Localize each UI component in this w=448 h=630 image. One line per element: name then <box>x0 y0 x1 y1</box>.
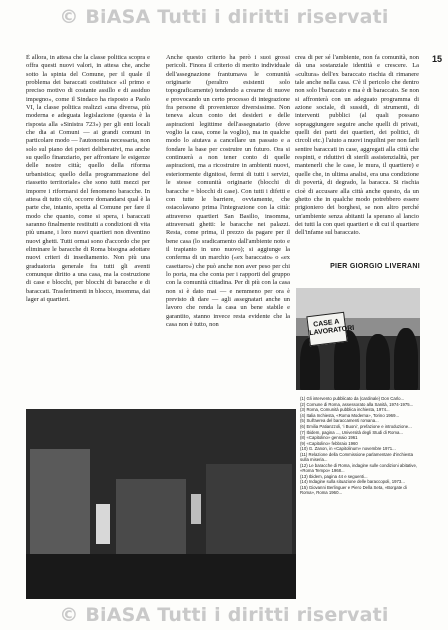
watermark-top: © BiASA Tutti i diritti riservati <box>59 6 389 28</box>
footnote: (5) Sull'aerea del baraccamenti romana... <box>300 418 379 424</box>
footnote: (4) Italia Inchiesta, «Roma Moderna», Torino 1969... <box>300 412 400 418</box>
photo-wall <box>30 449 90 559</box>
photo-light <box>191 494 201 524</box>
column-1-text: È allora, in attesa che la classe politica scopra e offra questi nuovi valori, in attesa che, anche sotto la spinta del Comune, per il quale il problema dei baraccati costituisce «il primo e preciso motivo di costante assillo e di assiduo impegno», come il Sindaco ha risposto a Paolo VI, la classe politica realizzi «una diversa, più moderna e adeguata legislazione (questa è la risposta alla «Sinistra 723») per gli enti locali che dia ai Comuni — ai grandi comuni in particolare modo — l'autonomia necessaria, non solo sul piano dei poteri deliberativi, ma anche su quello finanziario, per affrontare le esigenze delle nostre città; quello della riforma urbanistica; quello della programmazione del riassetto territoriale» che sono tutti mezzi per imporre i riformarsi del fenomeno baracche. In attesa di tutto ciò, occorre domandarsi qual è la parte che, intanto, spetta al Comune per fare il modo che quanto, come si spera, i baraccati saranno finalmente restituiti a condizioni di vita più umane, i loro nuovi quartieri non diventino nuovi ghetti. Tutti ormai sono d'accordo che per eliminare le baracche di Roma bisogna adottare nuovi criteri di insediamento. Non più una graduatoria generale fra tutti gli aventi comunque diritto a una casa, ma la costruzione di case e blocchi, per blocchi di baracche e di baraccati. Trasferimenti in blocco, insomma, dai lager ai quartieri. <box>26 54 150 303</box>
photo-person <box>394 328 418 390</box>
footnote: (15) Giovanni Berlinguer e Piero Della Seta, «Borgate di Roma», Roma 1960... <box>300 484 407 496</box>
footnote: (10) G. Zanon, in «Capitolinum» novembre 1971... <box>300 446 396 452</box>
footnote: (9) «Capitolino» febbraio 1960 <box>300 440 358 446</box>
footnote: (6) Emilia Patianzzoli, ‘i Buoni’, prefazione e introduzione... <box>300 423 412 429</box>
protest-sign: CASE A LAVORATORI <box>306 312 347 346</box>
photo-sky <box>296 288 420 318</box>
footnote: (12) Le baracche di Roma, indagine sulle condizioni abitative, «Roma Tempo» 1968... <box>300 462 418 474</box>
photo-wall <box>116 479 186 559</box>
column-3-text: crea di per sé l'ambiente, non fa comunità, non dà una sostanziale identità e crescere. La «cultura» dell'ex baraccato rischia di rimanere tale anche nella casa. C'è il pericolo che dentro non solo l'baraccato e ma è di baraccato. Se non si affronterà con un adeguato programma di azione sociale, di sussidi, di strumenti, di interventi pubblici (al quali possano sopraggiungere seguire anche quelli di privati, quelli dei parti dei quartieri, dei politici, di circoli etc.) l'aiuto a nuovi inquilini per non farli sentire baraccati in case, aggregati alla città che respinti, e riduttivi di sterili assistenzialità, per mantenerli che le case, le mura, il quartiere) e quelle che, in ultima analisi, era una condizione di povertà, di degrado, la baracca. Si rischia cioè di accusare alla città anche questo, da un ghetto che in qualche modo potrebbero essere prigioniero dei borghesi, se non altro perché un'ambiente senza abitanti la sperano al lancio dei tutti la con quei quartieri e di cui il quartiere dell'infame sul baraccato. <box>295 54 419 237</box>
footnote: (7) Ibidem, pagina ..., Università degli Studi di Roma... <box>300 429 403 435</box>
watermark-bottom: © BiASA Tutti i diritti riservati <box>59 604 389 626</box>
footnote: (11) Relazione della Commissione parlamentare d'inchiesta sulla miseria... <box>300 451 413 463</box>
text-column-2 <box>166 54 290 409</box>
footnote: (3) Roma, Comunità pubblica inchiesta, 1974... <box>300 407 390 413</box>
photo-ground <box>26 554 296 599</box>
text-column-3 <box>295 54 419 272</box>
footnote: (14) Indagine sulla situazione delle baraccopoli, 1973... <box>300 479 405 485</box>
photo-light <box>96 504 110 544</box>
photo-wall <box>206 464 292 559</box>
shantytown-photo <box>26 409 296 599</box>
text-column-1 <box>26 54 150 404</box>
footnote: (1) Gli intervento pubblicato da (cardinale) Don Carlo... <box>300 396 405 401</box>
photo-person <box>366 334 390 390</box>
author-signature: PIER GIORGIO LIVERANI <box>330 263 420 270</box>
footnote: (2) Comune di Roma, assessorato alla Sanità, 1974-1975... <box>300 401 414 407</box>
footnotes <box>300 396 420 600</box>
footnote: (13) Ibidem, pagina 44 e seguenti... <box>300 473 368 479</box>
page-number: 15 <box>431 54 442 64</box>
protest-photo <box>296 288 420 390</box>
column-2-text: Anche questo criterio ha però i suoi grossi pericoli. Finora il criterio di merito individuale dell'assegnazione frantumava le comunità originarie (peraltro esistenti solo topograficamente) tendendo a crearne di nuove e provocando un certo processo di integrazione fra persone di provenienze diversissime. Non teneva alcun conto dei desideri e delle aspirazioni legittime dell'assegnatario (dove voglio la casa, come la voglio), ma in qualche modo lo aiutava a cancellare un passato e a fondare la base per costruire un futuro. Ora si continuerà a non tener conto di quelle aspirazioni, ma a ricostruire in ambienti nuovi, esteriormente dignitosi, fermi di tutti i servizi, le stesse comunità originarie (blocchi di baracche = blocchi di case). Con tutti i difetti e con tutte le barriere, ovviamente, che ostacolavano prima l'integrazione con la città: attraverso quartieri San Basilio, insomma, attraversati ghetti: le baracche nei palazzi. Resta, come prima, il prezzo da pagare per il bene casa (lo sradicamento dall'ambiente noto e il trapianto in uno nuovo); si aggiunge la conferma di un marchio («ex baraccato» o «ex casettaro») che può anche non aver peso per chi lo porta, ma che conta per i rapporti del gruppo con la comunità cittadina. Per di più con la casa non si è dato mai — e nemmeno per ora è previsto di dare — agli assegnatari anche un lavoro che renda la casa un bene stabile e garantito, stanno invece resta evidente che la casa non è tutto, non <box>166 54 290 328</box>
footnote: (8) «Capitolino» gennaio 1961 <box>300 435 358 441</box>
